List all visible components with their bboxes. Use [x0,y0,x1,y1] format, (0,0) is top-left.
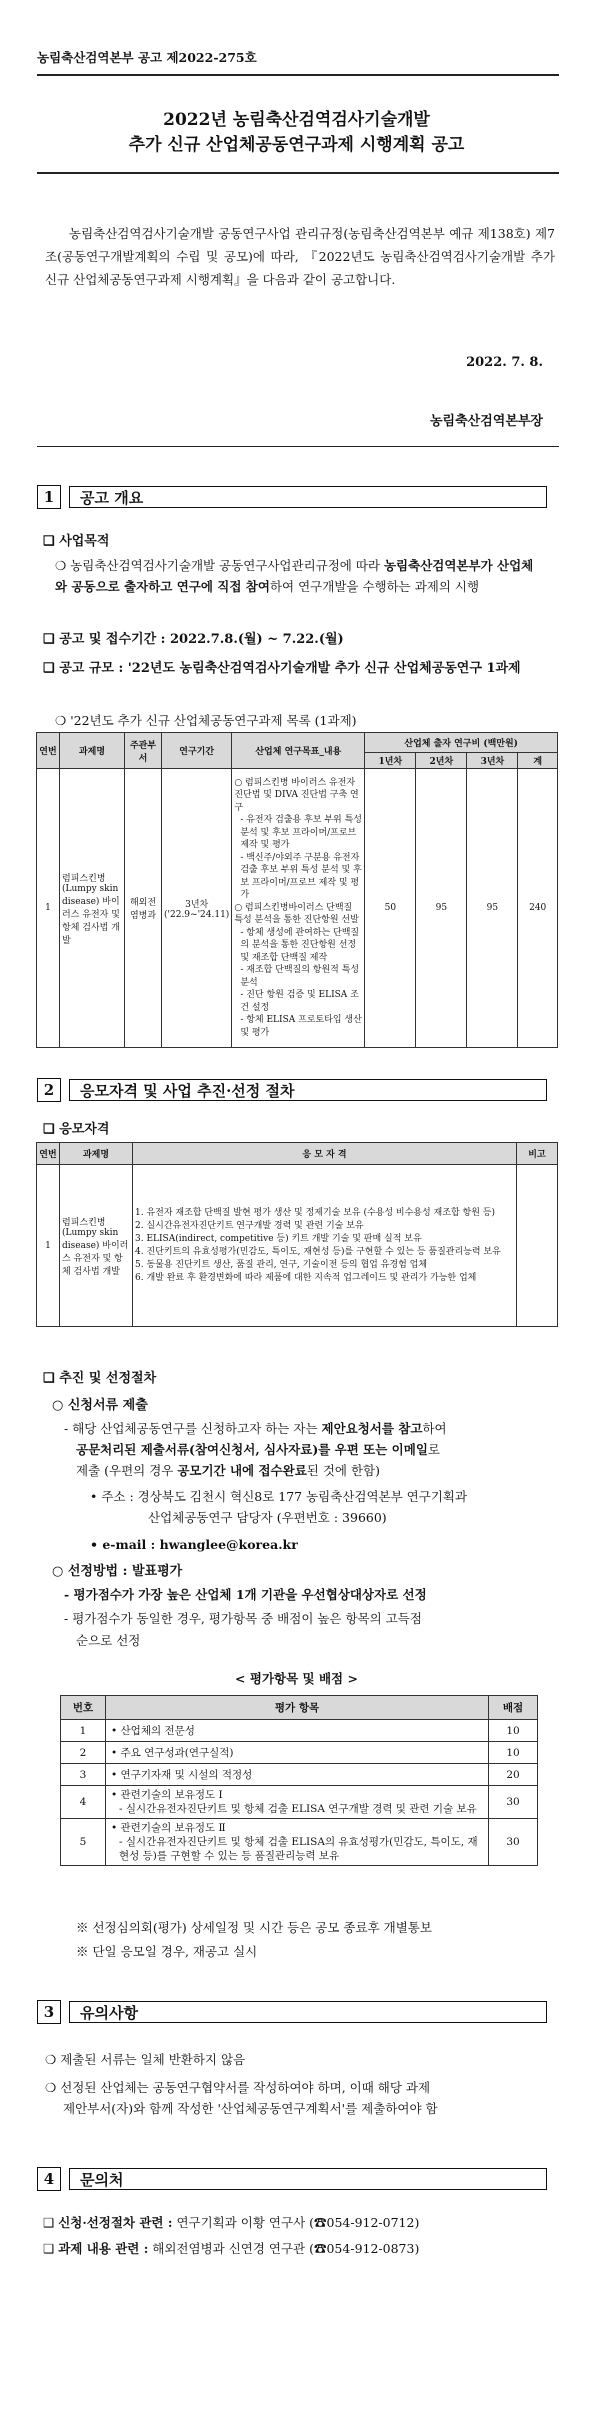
top-divider [37,74,559,76]
task-list-caption: ❍ '22년도 추가 신규 산업체공동연구과제 목록 (1과제) [55,713,357,728]
period-item: ❑ 공고 및 접수기간 : 2022.7.8.(월) ~ 7.22.(월) [43,632,344,647]
section-title: 공고 개요 [69,486,547,508]
qualification-line: 1. 유전자 재조합 단백질 발현 평가 생산 및 정제기술 보유 (수용성 비수용성 재조합 항원 등) [135,1207,495,1218]
cell-dept: 해외전염병과 [125,769,162,1048]
contact-1: ❑ 신청·선정절차 관련 : 연구기획과 이황 연구사 (☎054-912-0712) [43,2215,420,2230]
section-1-heading [37,485,547,509]
section-title: 유의사항 [69,2001,547,2023]
note-2: ※ 단일 응모일 경우, 재공고 실시 [76,1944,258,1959]
content-line: - 재조합 단백질의 항원적 특성 분석 [240,965,360,988]
note-1: ※ 선정심의회(평가) 상세일정 및 시간 등은 공모 종료후 개별통보 [76,1920,432,1935]
intro-divider [37,446,559,447]
cell-no: 4 [61,1786,106,1819]
col-points: 배점 [489,1696,538,1720]
cell-item: • 연구기자재 및 시설의 적정성 [106,1764,489,1786]
cell-no: 1 [61,1720,106,1742]
address-text: • 주소 : 경상북도 김천시 혁신8로 177 농림축산검역본부 연구기획과 산업체공동연구 담당자 (우편번호 : 39660) [90,1489,468,1525]
col-total: 계 [518,753,558,769]
cell-item [106,1819,489,1866]
cell-task: 럼피스킨병(Lumpy skin disease) 바이러스 유전자 및 항체 검사법 개발 [60,1165,133,1327]
score-table [60,1695,538,1866]
col-dept: 주관부서 [125,733,162,769]
notice-date: 2022. 7. 8. [466,355,543,370]
apply-text: - 해당 산업체공동연구를 신청하고자 하는 자는 제안요청서를 참고하여 공문처리된 제출서류(참여신청서, 심사자료)를 우편 또는 이메일로 제출 (우편의 경우 공모기간 내에 접수완료된 것에 한함) [64,1421,447,1478]
table-row [61,1720,538,1742]
section-number: 3 [37,2000,61,2024]
table-row [61,1819,538,1866]
col-no: 연번 [37,1143,60,1165]
cell-y3: 95 [467,769,518,1048]
email-text: • e-mail : hwanglee@korea.kr [90,1537,298,1552]
cell-item [106,1786,489,1819]
col-note: 비고 [517,1143,558,1165]
col-task: 과제명 [60,733,125,769]
cell-points: 30 [489,1819,538,1866]
item-line: - 실시간유전자진단키트 및 항체 검출 ELISA의 유효성평가(민감도, 특이도, 재현성 등)를 구현할 수 있는 등 품질관리능력 보유 [119,1836,478,1862]
col-item: 평가 항목 [106,1696,489,1720]
section-2-heading [37,1078,547,1102]
selection-heading: ○ 선정방법 : 발표평가 [52,1564,183,1579]
selection-line2: - 평가점수가 동일한 경우, 평가항목 중 배점이 높은 항목의 고득점 [64,1611,422,1626]
col-task: 과제명 [60,1143,133,1165]
selection-line3: 순으로 선정 [76,1633,141,1648]
selection-line1: - 평가점수가 가장 높은 산업체 1개 기관을 우선협상대상자로 선정 [64,1587,427,1602]
cell-task: 럼피스킨병(Lumpy skin disease) 바이러스 유전자 및 항체 검사법 개발 [60,769,125,1048]
cell-note [517,1165,558,1327]
section-number: 4 [37,2167,61,2191]
notice-signer: 농림축산검역본부장 [429,414,543,429]
item-line: • 관련기술의 보유정도 Ⅰ [111,1789,223,1801]
qualification-line: 6. 개발 완료 후 환경변화에 따라 제품에 대한 지속적 업그레이드 및 관리가 가능한 업체 [135,1272,477,1283]
cell-y1: 50 [365,769,416,1048]
table-row [61,1764,538,1786]
qualification-line: 4. 진단키트의 유효성평가(민감도, 특이도, 재현성 등)를 구현할 수 있는 등 품질관리능력 보유 [135,1246,501,1257]
purpose-text: ❍ 농림축산검역검사기술개발 공동연구사업관리규정에 따라 농림축산검역본부가 산업체와 공동으로 출자하고 연구에 직접 참여하여 연구개발을 수행하는 과제의 시행 [55,558,534,594]
cell-points: 10 [489,1720,538,1742]
cell-no: 3 [61,1764,106,1786]
apply-heading: ○ 신청서류 제출 [52,1398,148,1413]
cell-points: 10 [489,1742,538,1764]
qualification-line: 2. 실시간유전자진단키트 연구개발 경력 및 관련 기술 보유 [135,1220,364,1231]
table-row [61,1786,538,1819]
procedure-heading: ❑ 추진 및 선정절차 [43,1371,157,1386]
score-caption: < 평가항목 및 배점 > [235,1671,358,1686]
title-divider [37,172,559,174]
caution-2: ❍ 선정된 산업체는 공동연구협약서를 작성하여야 하며, 이때 해당 과제 제안부서(자)와 함께 작성한 '산업체공동연구계획서'를 제출하여야 함 [45,2080,438,2116]
cell-no: 5 [61,1819,106,1866]
qualification-heading: ❑ 응모자격 [43,1122,110,1137]
page-title-line1: 2022년 농림축산검역검사기술개발 [163,110,430,130]
content-line: - 항체 생성에 관여하는 단백질의 분석을 통한 진단항원 선정 및 재조합 단백질 제작 [240,927,360,963]
section-4-heading [37,2167,547,2191]
qualification-line: 3. ELISA(indirect, competitive 등) 키트 개발 기술 및 판매 실적 보유 [135,1233,422,1244]
notice-number: 농림축산검역본부 공고 제2022-275호 [37,50,257,65]
purpose-heading: ❑ 사업목적 [43,534,110,549]
cell-no: 1 [37,1165,60,1327]
col-period: 연구기간 [162,733,232,769]
cell-item: • 산업체의 전문성 [106,1720,489,1742]
col-y3: 3년차 [467,753,518,769]
section-title: 문의처 [69,2168,547,2190]
cell-points: 20 [489,1764,538,1786]
col-fund: 산업체 출자 연구비 (백만원) [365,733,558,753]
section-number: 1 [37,485,61,509]
content-line: - 진단 항원 검증 및 ELISA 조건 설정 [240,990,359,1013]
intro-paragraph: 농림축산검역검사기술개발 공동연구사업 관리규정(농림축산검역본부 예규 제138호) 제7조(공동연구개발계획의 수립 및 공모)에 따라, 『2022년도 농림축산검역검사기술개발 추가 신규 산업체공동연구과제 시행계획』을 다음과 같이 공고합니다. [45,226,555,287]
cell-period: 3년차('22.9~'24.11) [162,769,232,1048]
section-number: 2 [37,1078,61,1102]
section-title: 응모자격 및 사업 추진·선정 절차 [69,1079,547,1101]
cell-item: • 주요 연구성과(연구실적) [106,1742,489,1764]
qualification-table [36,1142,558,1327]
col-y1: 1년차 [365,753,416,769]
content-line: - 항체 ELISA 프로토타입 생산 및 평가 [240,1015,362,1038]
cell-content [232,769,365,1048]
col-qualification: 응 모 자 격 [133,1143,517,1165]
page-title-line2: 추가 신규 산업체공동연구과제 시행계획 공고 [128,135,465,155]
col-y2: 2년차 [416,753,467,769]
col-no: 연번 [37,733,60,769]
cell-points: 30 [489,1786,538,1819]
cell-no: 1 [37,769,60,1048]
caution-1: ❍ 제출된 서류는 일체 반환하지 않음 [45,2052,246,2067]
contact-2: ❑ 과제 내용 관련 : 해외전염병과 신연경 연구관 (☎054-912-0873) [43,2241,420,2256]
cell-total: 240 [518,769,558,1048]
content-line: - 유전자 검출용 후보 부위 특성 분석 및 후보 프라이머/프로브 제작 및 평가 [240,815,362,851]
cell-y2: 95 [416,769,467,1048]
col-content: 산업체 연구목표_내용 [232,733,365,769]
content-line: ○ 럼피스킨병바이러스 단백질 특성 분석을 통한 진단항원 선발 [234,902,359,926]
item-line: • 관련기술의 보유정도 Ⅱ [111,1822,226,1834]
item-line: - 실시간유전자진단키트 및 항체 검출 ELISA 연구개발 경력 및 관련 기술 보유 [119,1803,477,1815]
table-row [37,1165,558,1327]
table-row [61,1742,538,1764]
cell-qualification [133,1165,517,1327]
section-3-heading [37,2000,547,2024]
scale-item: ❑ 공고 규모 : '22년도 농림축산검역검사기술개발 추가 신규 산업체공동연구 1과제 [43,661,521,676]
col-no: 번호 [61,1696,106,1720]
task-table [36,732,558,1048]
content-line: ○ 럼피스킨병 바이러스 유전자 진단법 및 DIVA 진단법 구축 연구 [234,777,359,813]
content-line: - 백신주/야외주 구분용 유전자 검출 후보 부위 특성 분석 및 후보 프라이머/프로브 제작 및 평가 [240,852,362,901]
table-row [37,769,558,1048]
cell-no: 2 [61,1742,106,1764]
qualification-line: 5. 동물용 진단키트 생산, 품질 관리, 연구, 기술이전 등의 협업 유경험 업체 [135,1259,428,1270]
